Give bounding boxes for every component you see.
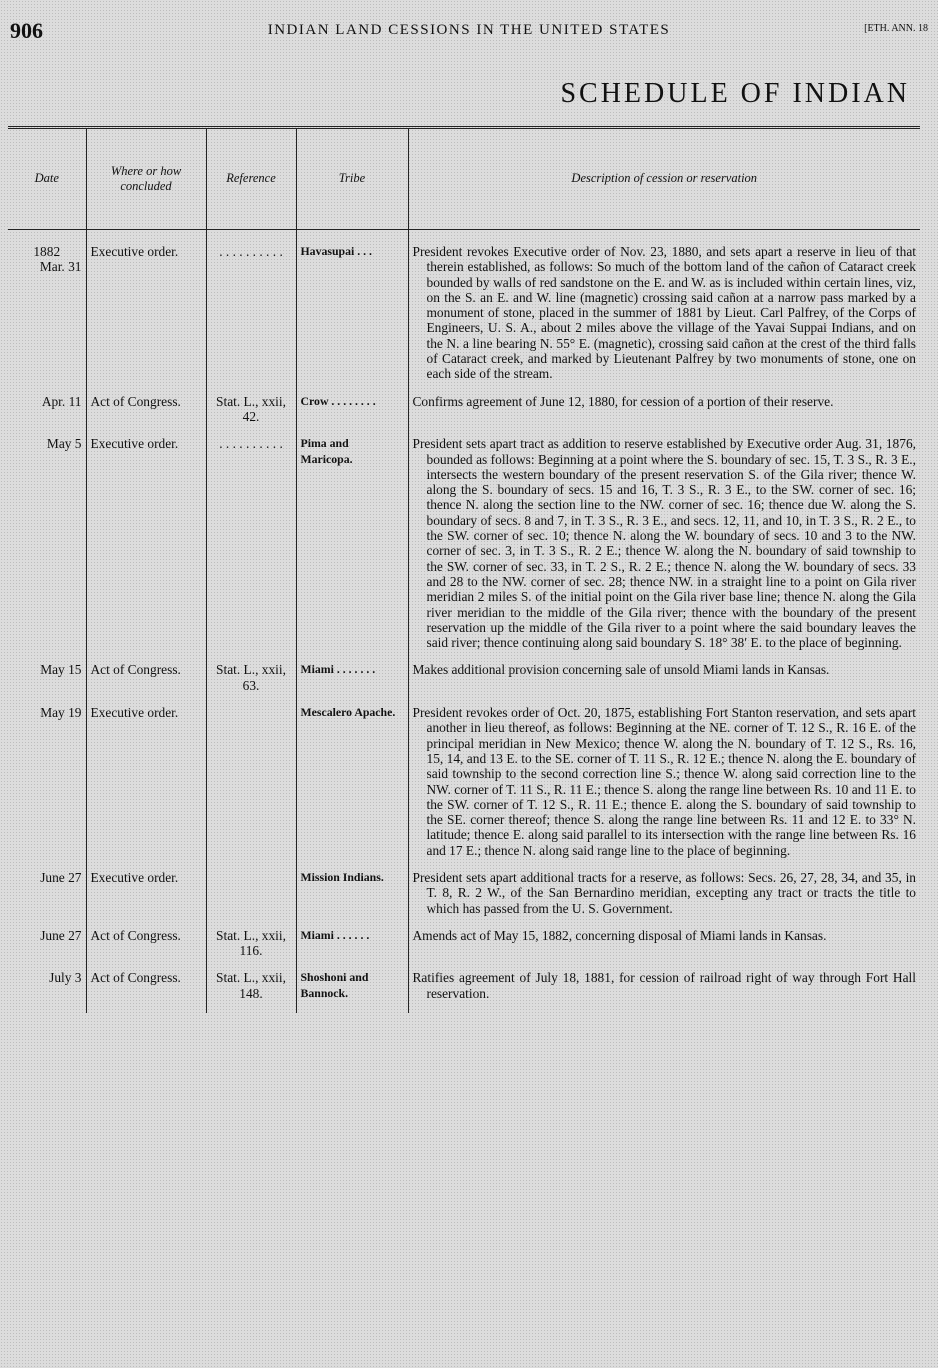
- table-row: [8, 970, 920, 1013]
- table-row: [8, 870, 920, 928]
- description-cell: President sets apart tract as addition to reserve established by Executive order Aug. 31, 1876, bounded as follows: Beginning at a point where the S. boundary of sec. 15, T. 3 S., R. 3 E., intersects the western boundary of the present reservation S. of the Gila river; thence W. along the S. boundary of secs. 15 and 16, T. 3 S., R. 3 E., to the SW. corner of sec. 16; thence N. along the section line to the NW. corner of sec. 16; thence due W. along the S. boundary of secs. 8 and 7, in T. 3 S., R. 3 E., and secs. 12, 11, and 10, in T. 3 S., R. 2 E., to the SW. corner of sec. 10; thence N. along the W. boundary of secs. 10 and 3 to the NW. corner of sec. 3, in T. 3 S., R. 2 E.; thence W. along the N. boundary of said township to the SW. corner of sec. 33, in T. 2 S., R. 2 E.; thence N. along the W. boundary of secs. 33 and 28 to the NW. corner of sec. 28; thence NW. in a straight line to a point on Gila river meridian 2 miles S. of the initial point on the Gila river base line; thence N. along the Gila river meridian to the middle of the Gila river; thence with the boundary of the present reservation up the middle of the Gila river to a point where the said boundary leaves the said river; thence continuing along said boundary S. 18° 38′ E. to the place of beginning.: [408, 436, 920, 662]
- column-header-description: Description of cession or reservation: [408, 128, 920, 230]
- tribe-cell: Shoshoni and Bannock.: [296, 970, 408, 1013]
- description-cell: Confirms agreement of June 12, 1880, for cession of a portion of their reserve.: [408, 394, 920, 437]
- date-value: May 19: [40, 705, 82, 721]
- schedule-title: SCHEDULE OF INDIAN: [560, 78, 910, 109]
- year-label: 1882: [33, 244, 61, 259]
- where-cell: Act of Congress.: [86, 970, 206, 1013]
- column-header-date: Date: [8, 128, 86, 230]
- reference-cell: . . . . . . . . . .: [206, 436, 296, 662]
- page-number: 906: [10, 18, 43, 43]
- tribe-cell: Mission Indians.: [296, 870, 408, 928]
- reference-cell: Stat. L., xxii, 148.: [206, 970, 296, 1013]
- reference-cell: [206, 870, 296, 928]
- reference-cell: . . . . . . . . . .: [206, 230, 296, 394]
- running-head: [10, 18, 928, 44]
- table-header-row: [8, 128, 920, 230]
- date-value: June 27: [40, 927, 82, 943]
- tribe-cell: Pima and Maricopa.: [296, 436, 408, 662]
- date-cell: [8, 705, 86, 870]
- where-cell: Executive order.: [86, 436, 206, 662]
- reference-cell: Stat. L., xxii, 63.: [206, 662, 296, 705]
- table-row: [8, 662, 920, 705]
- where-cell: Executive order.: [86, 870, 206, 928]
- table-row: [8, 436, 920, 662]
- tribe-cell: Miami . . . . . .: [296, 928, 408, 971]
- date-value: July 3: [49, 970, 82, 986]
- tribe-cell: Mescalero Apache.: [296, 705, 408, 870]
- date-value: May 15: [40, 662, 82, 678]
- table-row: [8, 230, 920, 394]
- date-value: May 5: [46, 436, 82, 452]
- where-cell: Act of Congress.: [86, 928, 206, 971]
- where-cell: Executive order.: [86, 705, 206, 870]
- where-cell: Act of Congress.: [86, 394, 206, 437]
- date-cell: [8, 970, 86, 1013]
- reference-cell: [206, 705, 296, 870]
- date-cell: [8, 230, 86, 394]
- date-cell: [8, 662, 86, 705]
- report-tag: [ETH. ANN. 18: [864, 23, 928, 34]
- running-title: INDIAN LAND CESSIONS IN THE UNITED STATES: [267, 22, 671, 38]
- column-header-tribe: Tribe: [296, 128, 408, 230]
- date-value: Apr. 11: [41, 393, 82, 409]
- table-row: [8, 705, 920, 870]
- reference-cell: Stat. L., xxii, 42.: [206, 394, 296, 437]
- date-cell: [8, 928, 86, 971]
- column-header-reference: Reference: [206, 128, 296, 230]
- reference-cell: Stat. L., xxii, 116.: [206, 928, 296, 971]
- description-cell: Amends act of May 15, 1882, concerning disposal of Miami lands in Kansas.: [408, 928, 920, 971]
- date-cell: [8, 870, 86, 928]
- schedule-table: [8, 126, 920, 1013]
- date-cell: [8, 436, 86, 662]
- description-cell: President revokes order of Oct. 20, 1875, establishing Fort Stanton reservation, and sets apart another in lieu thereof, as follows: Beginning at the NE. corner of T. 12 S., R. 16 E. of the principal meridian in New Mexico; thence W. along the N. boundary of T. 12 S., Rs. 16, 15, 14, and 13 E. to the SE. corner of T. 11 S., R. 12 E.; thence N. along the E. boundary of said township to the second correction line S.; thence W. along said correction line to the NW. corner of T. 11 S., R. 11 E.; thence S. along the range line between Rs. 10 and 11 E. to the SW. corner of T. 12 S., R. 11 E.; thence E. along the S. boundary of said township to the SE. corner thereof; thence S. along the range line between Rs. 11 and 12 E. to 33° N. latitude; thence E. along said parallel to its intersection with the range line between Rs. 16 and 17 E.; thence N. along said range line to the place of beginning.: [408, 705, 920, 870]
- where-cell: Act of Congress.: [86, 662, 206, 705]
- description-cell: Ratifies agreement of July 18, 1881, for cession of railroad right of way through Fort Hall reservation.: [408, 970, 920, 1013]
- date-cell: [8, 394, 86, 437]
- tribe-cell: Havasupai . . .: [296, 230, 408, 394]
- table-row: [8, 928, 920, 971]
- tribe-cell: Miami . . . . . . .: [296, 662, 408, 705]
- tribe-cell: Crow . . . . . . . .: [296, 394, 408, 437]
- column-header-where: Where or how concluded: [86, 128, 206, 230]
- description-cell: President revokes Executive order of Nov. 23, 1880, and sets apart a reserve in lieu of that therein established, as follows: So much of the bottom land of the cañon of Cataract creek bounded by walls of red sandstone on the E. and W. as is included within certain lines, viz, on the S. an E. and W. line (magnetic) crossing said cañon at a narrow pass marked by a monument of stone, placed in the summer of 1881 by Lieut. Carl Palfrey, of the Corps of Engineers, U. S. A., about 2 miles above the village of the Yavai Suppai Indians, and on the N. a line bearing N. 55° E. (magnetic), crossing said cañon at the crest of the third falls of Cataract creek, and marked by Lieutenant Palfrey by two monuments of stone, one on each side of the stream.: [408, 230, 920, 394]
- date-value: Mar. 31: [39, 259, 82, 275]
- where-cell: Executive order.: [86, 230, 206, 394]
- description-cell: President sets apart additional tracts for a reserve, as follows: Secs. 26, 27, 28, 34, and 35, in T. 8, R. 2 W., of the San Bernardino meridian, excepting any tract or tracts the title to which has passed from the U. S. Government.: [408, 870, 920, 928]
- table-row: [8, 394, 920, 437]
- date-value: June 27: [40, 869, 82, 885]
- description-cell: Makes additional provision concerning sale of unsold Miami lands in Kansas.: [408, 662, 920, 705]
